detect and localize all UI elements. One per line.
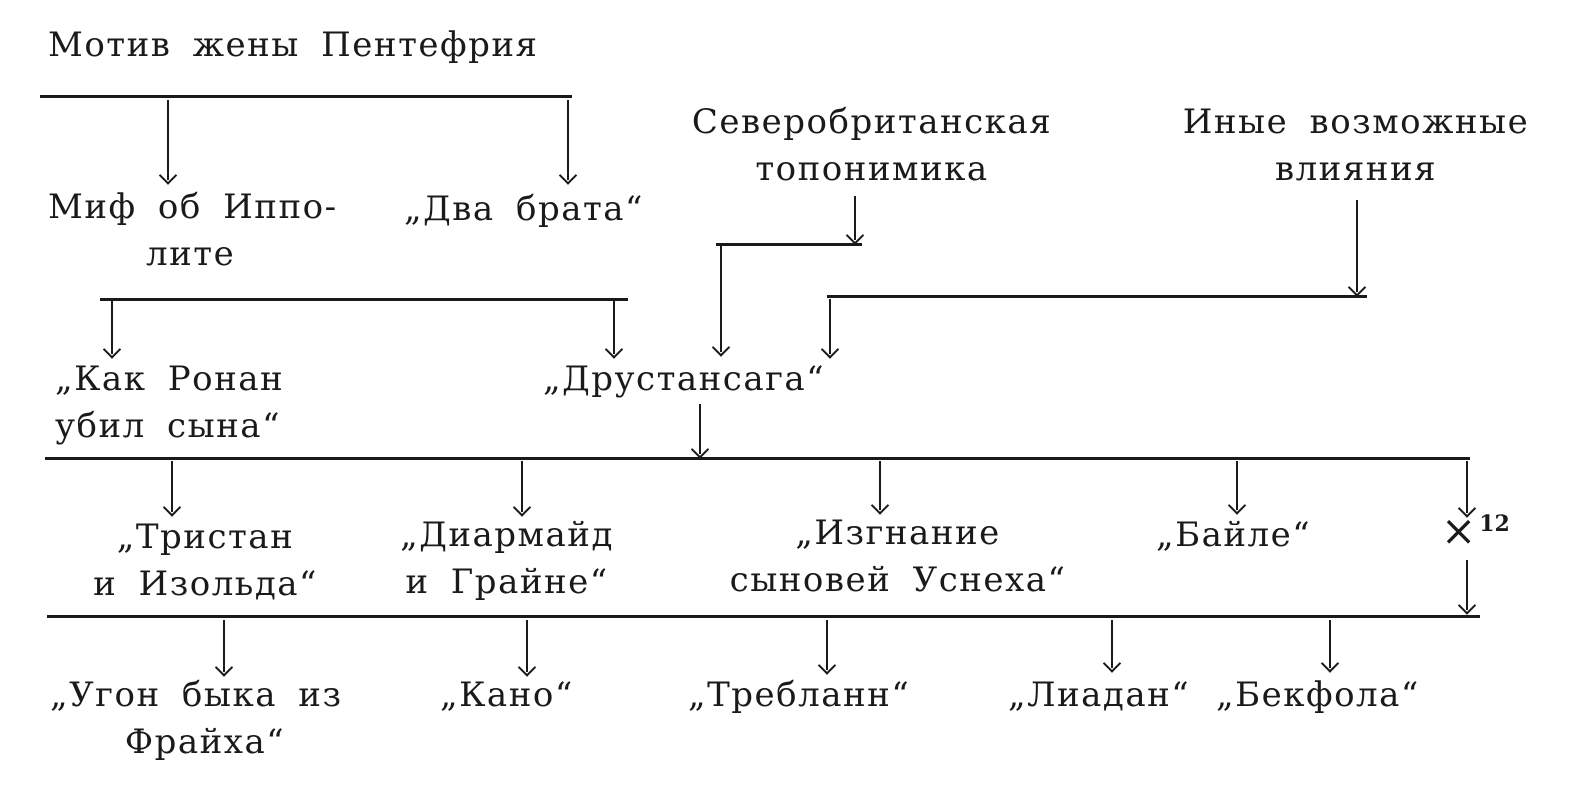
arrow-influences-down xyxy=(1356,200,1358,292)
node-mif-ob-ippolite xyxy=(48,184,338,278)
arrow-motif-to-two-brothers xyxy=(567,100,569,180)
node-liadan: „Лиадан“ xyxy=(1008,675,1191,715)
arrow-to-tristan xyxy=(171,461,173,512)
node-diarmaid-i-graine xyxy=(382,512,632,606)
node-izgnanie-synovei-usnekha xyxy=(718,510,1078,604)
node-ronan-line1: „Как Ронан xyxy=(55,359,285,399)
arrow-to-baile xyxy=(1236,461,1238,510)
connector-line-left xyxy=(100,298,628,301)
node-ugon-line2: Фрайха“ xyxy=(124,721,286,762)
arrow-to-ugon xyxy=(223,620,225,672)
node-tristan-line2: и Изольда“ xyxy=(93,563,318,604)
x-superscript: 12 xyxy=(1479,511,1510,537)
connector-line-motif xyxy=(40,95,572,98)
node-drustansaga: „Друстансага“ xyxy=(543,359,826,399)
node-unknown-source-x12 xyxy=(1441,502,1510,560)
node-usnech-line2: сыновей Уснеха“ xyxy=(729,559,1067,600)
node-tristan-i-izolda xyxy=(88,514,323,608)
arrow-x12-down xyxy=(1466,560,1468,610)
node-treblann: „Требланн“ xyxy=(688,675,911,715)
arrow-to-diarmaid xyxy=(521,461,523,512)
connector-line-drustansaga-children xyxy=(45,457,1470,460)
node-ippolit-line2: лите xyxy=(146,233,236,274)
node-diarmaid-line1: „Диармайд xyxy=(400,515,614,555)
node-kak-ronan-ubil-syna xyxy=(55,356,284,450)
node-ippolit-line1: Миф об Иппо- xyxy=(48,187,338,227)
arrow-to-ronan xyxy=(111,301,113,354)
node-vliyaniya-line2: влияния xyxy=(1274,148,1438,189)
node-severobritanskaya-toponimika xyxy=(688,99,1056,193)
arrow-toponymy-to-drustansaga xyxy=(720,246,722,352)
node-toponimika-line1: Северобританская xyxy=(691,102,1053,142)
node-tristan-line1: „Тристан xyxy=(116,517,295,557)
connector-line-right xyxy=(827,295,1367,298)
arrow-to-treblann xyxy=(826,620,828,670)
node-motiv-zheny-pentefriya: Мотив жены Пентефрия xyxy=(48,25,539,65)
arrow-toponymy-down xyxy=(854,196,856,240)
arrow-right-to-drustansaga xyxy=(829,299,831,354)
node-vliyaniya-line1: Иные возможные xyxy=(1182,102,1530,142)
arrow-to-bekfola xyxy=(1329,620,1331,668)
node-bekfola: „Бекфола“ xyxy=(1216,675,1420,715)
node-usnech-line1: „Изгнание xyxy=(795,513,1001,553)
node-kano: „Кано“ xyxy=(440,675,574,715)
node-diarmaid-line2: и Грайне“ xyxy=(405,561,609,602)
arrow-motif-to-hippolytus xyxy=(167,100,169,180)
node-inye-vozmozhnye-vliyaniya xyxy=(1178,99,1534,193)
arrow-left-to-drustansaga xyxy=(613,301,615,354)
arrow-to-kano xyxy=(526,620,528,672)
node-baile: „Байле“ xyxy=(1156,515,1312,555)
node-ronan-line2: убил сына“ xyxy=(55,405,281,446)
node-ugon-byka-iz-fraikha xyxy=(50,672,360,766)
connector-line-toponymy-bracket xyxy=(716,243,862,246)
node-toponimika-line2: топонимика xyxy=(755,148,989,189)
x-symbol: × xyxy=(1441,506,1477,555)
arrow-to-liadan xyxy=(1111,620,1113,668)
node-ugon-line1: „Угон быка из xyxy=(50,675,343,715)
connector-line-second-children xyxy=(47,615,1480,618)
arrow-to-usnech xyxy=(879,461,881,510)
arrow-drustansaga-down xyxy=(699,404,701,454)
node-dva-brata: „Два брата“ xyxy=(404,189,644,229)
